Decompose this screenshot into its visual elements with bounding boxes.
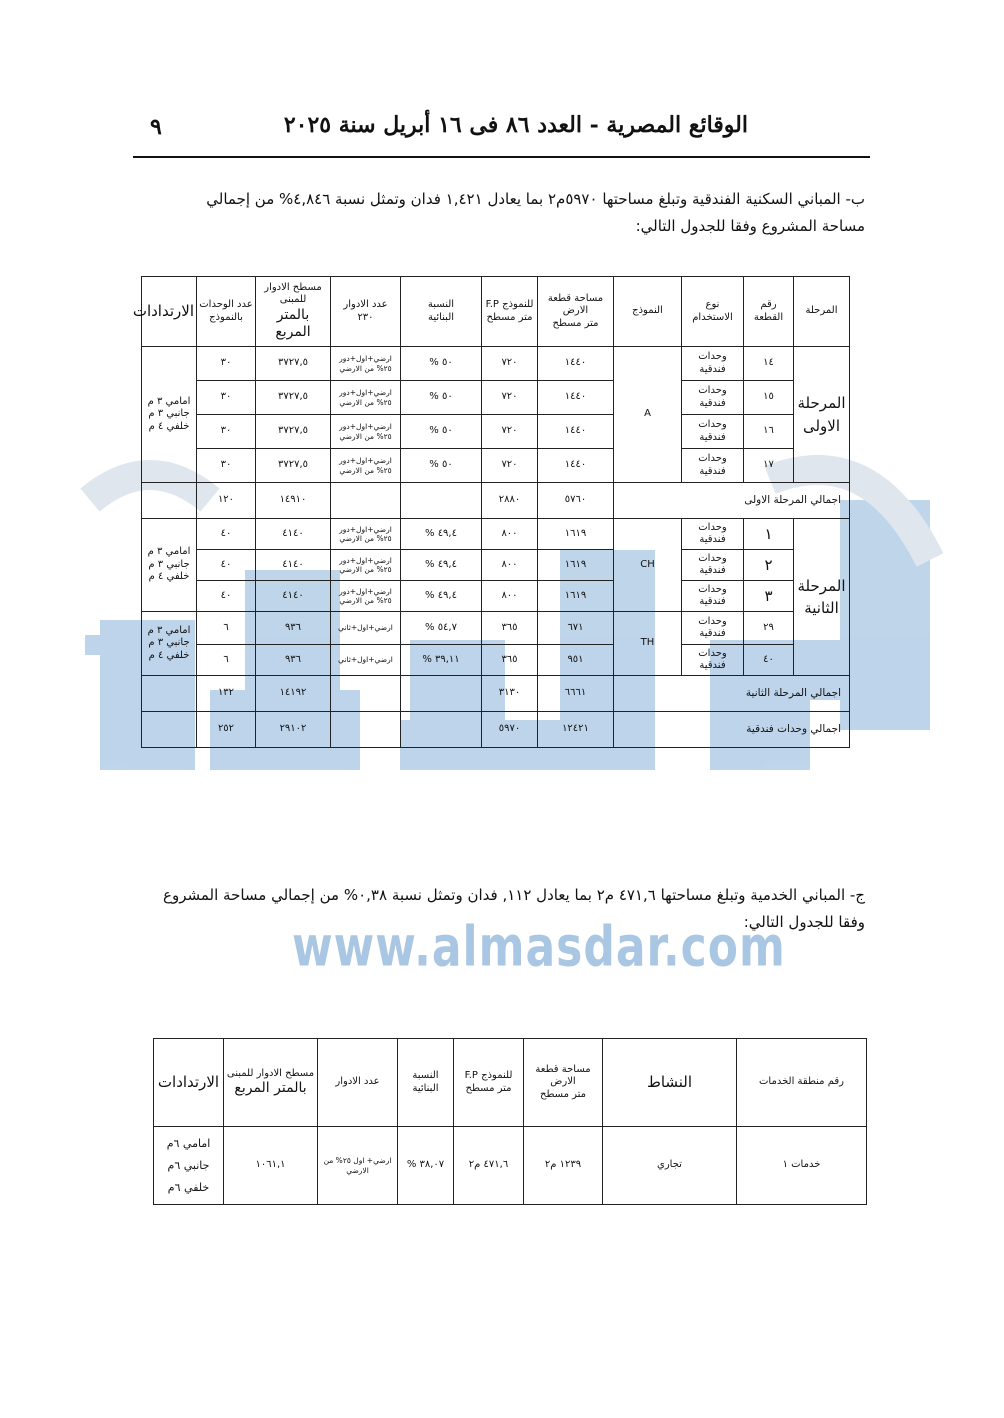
coverage-cell: ٥٠ % bbox=[401, 381, 482, 415]
plot-cell: ١٧ bbox=[744, 449, 794, 483]
units-cell: ٤٠ bbox=[197, 581, 256, 612]
total-p1-land: ٥٧٦٠ bbox=[538, 483, 614, 519]
units-cell: ٣٠ bbox=[197, 415, 256, 449]
empty-cell bbox=[142, 483, 197, 519]
phase-2-label: المرحلة الثانية bbox=[794, 519, 850, 676]
fp-cell: ٨٠٠ bbox=[482, 581, 538, 612]
total-all-built: ٢٩١٠٢ bbox=[256, 712, 331, 748]
phase-1-label: المرحلة الاولى bbox=[794, 347, 850, 483]
table-row bbox=[142, 645, 850, 676]
total-p1-built: ١٤٩١٠ bbox=[256, 483, 331, 519]
total-p2-land: ٦٦٦١ bbox=[538, 676, 614, 712]
header-coverage bbox=[401, 277, 482, 347]
t2-header-coverage-label: النسبة bbox=[412, 1070, 439, 1081]
total-all-units: ٢٥٢ bbox=[197, 712, 256, 748]
built-cell: ٤١٤٠ bbox=[256, 581, 331, 612]
plot-cell: ١ bbox=[744, 519, 794, 550]
header-floors-sub: ٢٣٠ bbox=[357, 311, 374, 323]
t2-header-activity: النشاط bbox=[603, 1039, 737, 1127]
plot-cell: ٣ bbox=[744, 581, 794, 612]
floors-cell: ارضي+اول+دور ٢٥% من الارضي bbox=[331, 381, 401, 415]
fp-cell: ٧٢٠ bbox=[482, 381, 538, 415]
header-floors-label: عدد الادوار bbox=[343, 299, 388, 310]
header-floors bbox=[331, 277, 401, 347]
units-cell: ٤٠ bbox=[197, 519, 256, 550]
t2-header-built-area-label: مسطح الادوار للمبنى bbox=[226, 1067, 315, 1079]
plot-cell: ٢٩ bbox=[744, 612, 794, 645]
header-land-area bbox=[538, 277, 614, 347]
usage-cell: وحدات فندقية bbox=[682, 381, 744, 415]
empty-cell bbox=[401, 676, 482, 712]
usage-cell: وحدات فندقية bbox=[682, 449, 744, 483]
coverage-cell: ٥٤,٧ % bbox=[401, 612, 482, 645]
land-cell: ١٦١٩ bbox=[538, 581, 614, 612]
coverage-cell: ٥٠ % bbox=[401, 347, 482, 381]
setbacks-cell-p2b: امامي ٣ م جانبي ٣ م خلفي ٤ م bbox=[142, 612, 197, 676]
header-model: النموذج bbox=[614, 277, 682, 347]
watermark-url: www.almasdar.com bbox=[292, 915, 786, 980]
usage-cell: وحدات فندقية bbox=[682, 581, 744, 612]
total-all-land: ١٢٤٢١ bbox=[538, 712, 614, 748]
land-cell: ٦٧١ bbox=[538, 612, 614, 645]
empty-cell bbox=[401, 712, 482, 748]
floors-cell: ارضي+اول+دور ٢٥% من الارضي bbox=[331, 550, 401, 581]
t2-header-coverage-sub: البنائية bbox=[412, 1082, 439, 1094]
header-coverage-sub: البنائية bbox=[427, 311, 455, 323]
t2-land-cell: ١٢٣٩ م٢ bbox=[524, 1127, 603, 1205]
floors-cell: ارضي+اول+ثاني bbox=[331, 612, 401, 645]
empty-cell bbox=[401, 483, 482, 519]
t2-activity-cell: تجاري bbox=[603, 1127, 737, 1205]
table-row bbox=[142, 581, 850, 612]
fp-cell: ٨٠٠ bbox=[482, 519, 538, 550]
table-row bbox=[142, 519, 850, 550]
t2-header-built-area bbox=[224, 1039, 318, 1127]
total-p2-fp: ٣١٣٠ bbox=[482, 676, 538, 712]
fp-cell: ٧٢٠ bbox=[482, 449, 538, 483]
table2-row bbox=[154, 1127, 867, 1205]
total-row-phase-2 bbox=[142, 676, 850, 712]
land-cell: ٩٥١ bbox=[538, 645, 614, 676]
t2-setbacks-cell: امامي ٦م جانبي ٦م خلفي ٦م bbox=[154, 1127, 224, 1205]
land-cell: ١٤٤٠ bbox=[538, 449, 614, 483]
header-built-area bbox=[256, 277, 331, 347]
t2-fp-cell: ٤٧١,٦ م٢ bbox=[454, 1127, 524, 1205]
paragraph-c: ج- المباني الخدمية وتبلغ مساحتها ٤٧١,٦ م٢ بما يعادل ١١٢, فدان وتمثل نسبة ٠,٣٨% من إجمالي مساحة المشروع وفقا للجدول التالي: bbox=[163, 886, 865, 931]
page-number: ٩ bbox=[150, 114, 162, 140]
total-p2-label: اجمالي المرحلة الثانية bbox=[614, 676, 850, 712]
empty-cell bbox=[331, 483, 401, 519]
header-setbacks: الارتدادات bbox=[142, 277, 197, 347]
total-all-fp: ٥٩٧٠ bbox=[482, 712, 538, 748]
t2-header-setbacks: الارتدادات bbox=[154, 1039, 224, 1127]
hotel-units-table bbox=[132, 276, 850, 748]
header-units bbox=[197, 277, 256, 347]
fp-cell: ٨٠٠ bbox=[482, 550, 538, 581]
built-cell: ٣٧٢٧,٥ bbox=[256, 381, 331, 415]
usage-cell: وحدات فندقية bbox=[682, 415, 744, 449]
units-cell: ٦ bbox=[197, 612, 256, 645]
t2-floors-cell: ارضي+ اول ٢٥% من الارضي bbox=[318, 1127, 398, 1205]
usage-cell: وحدات فندقية bbox=[682, 550, 744, 581]
t2-header-model-fp bbox=[454, 1039, 524, 1127]
header-plot-no: رقم القطعة bbox=[744, 277, 794, 347]
land-cell: ١٤٤٠ bbox=[538, 381, 614, 415]
t2-header-model-fp-unit: متر مسطح bbox=[465, 1082, 512, 1094]
header-built-area-unit: بالمتر المربع bbox=[275, 306, 311, 340]
header-built-area-label: مسطح الادوار للمبنى bbox=[264, 281, 322, 305]
units-cell: ٣٠ bbox=[197, 347, 256, 381]
coverage-cell: ٥٠ % bbox=[401, 449, 482, 483]
header-units-label: عدد الوحدات bbox=[199, 299, 253, 310]
total-p2-units: ١٣٢ bbox=[197, 676, 256, 712]
t2-header-land-area bbox=[524, 1039, 603, 1127]
table2-header-row bbox=[154, 1039, 867, 1127]
t2-built-cell: ١٠٦١,١ bbox=[224, 1127, 318, 1205]
usage-cell: وحدات فندقية bbox=[682, 612, 744, 645]
table-row bbox=[142, 612, 850, 645]
table-row bbox=[142, 347, 850, 381]
header-coverage-label: النسبة bbox=[427, 299, 455, 310]
fp-cell: ٧٢٠ bbox=[482, 347, 538, 381]
total-p1-label: اجمالي المرحلة الاولى bbox=[614, 483, 850, 519]
t2-header-model-fp-label: للنموذج F.P bbox=[464, 1070, 513, 1081]
empty-cell bbox=[142, 712, 197, 748]
total-p1-units: ١٢٠ bbox=[197, 483, 256, 519]
model-th-cell: TH bbox=[614, 612, 682, 676]
header-units-sub: بالنموذج bbox=[209, 311, 243, 323]
table-row bbox=[142, 449, 850, 483]
total-p1-fp: ٢٨٨٠ bbox=[482, 483, 538, 519]
coverage-cell: ٤٩,٤ % bbox=[401, 550, 482, 581]
header-usage: نوع الاستخدام bbox=[682, 277, 744, 347]
table-header-row bbox=[142, 277, 850, 347]
coverage-cell: ٤٩,٤ % bbox=[401, 519, 482, 550]
built-cell: ٩٣٦ bbox=[256, 645, 331, 676]
header-model-fp bbox=[482, 277, 538, 347]
floors-cell: ارضي+اول+ثاني bbox=[331, 645, 401, 676]
paragraph-b: ب- المباني السكنية الفندقية وتبلغ مساحتها ٥٩٧٠م٢ بما يعادل ١,٤٢١ فدان وتمثل نسبة ٤,٨٤٦% من إجمالي مساحة المشروع وفقا للجدول التالي: bbox=[206, 190, 865, 235]
header-land-area-label: مساحة قطعة الارض bbox=[547, 292, 604, 317]
setbacks-cell-p2a: امامي ٣ م جانبي ٣ م خلفي ٤ م bbox=[142, 519, 197, 612]
built-cell: ٤١٤٠ bbox=[256, 519, 331, 550]
empty-cell bbox=[331, 676, 401, 712]
page-header-title: الوقائع المصرية - العدد ٨٦ فى ١٦ أبريل سنة ٢٠٢٥ bbox=[283, 112, 748, 138]
total-all-label: اجمالي وحدات فندقية bbox=[614, 712, 850, 748]
empty-cell bbox=[331, 712, 401, 748]
units-cell: ٤٠ bbox=[197, 550, 256, 581]
total-p2-built: ١٤١٩٢ bbox=[256, 676, 331, 712]
t2-header-plot: رقم منطقة الخدمات bbox=[737, 1039, 867, 1127]
land-cell: ١٦١٩ bbox=[538, 550, 614, 581]
land-cell: ١٤٤٠ bbox=[538, 347, 614, 381]
fp-cell: ٧٢٠ bbox=[482, 415, 538, 449]
services-table bbox=[153, 1038, 867, 1205]
t2-header-coverage bbox=[398, 1039, 454, 1127]
grand-total-row bbox=[142, 712, 850, 748]
t2-plot-cell: خدمات ١ bbox=[737, 1127, 867, 1205]
fp-cell: ٣٦٥ bbox=[482, 645, 538, 676]
t2-header-land-area-unit: متر مسطح bbox=[539, 1088, 586, 1100]
plot-cell: ١٦ bbox=[744, 415, 794, 449]
total-row-phase-1 bbox=[142, 483, 850, 519]
floors-cell: ارضي+اول+دور ٢٥% من الارضي bbox=[331, 415, 401, 449]
header-land-area-unit: متر مسطح bbox=[552, 317, 599, 329]
built-cell: ٤١٤٠ bbox=[256, 550, 331, 581]
t2-header-land-area-label: مساحة قطعة الارض bbox=[535, 1063, 591, 1088]
t2-coverage-cell: ٣٨,٠٧ % bbox=[398, 1127, 454, 1205]
usage-cell: وحدات فندقية bbox=[682, 519, 744, 550]
empty-cell bbox=[142, 676, 197, 712]
built-cell: ٩٣٦ bbox=[256, 612, 331, 645]
usage-cell: وحدات فندقية bbox=[682, 645, 744, 676]
t2-header-built-area-unit: بالمتر المربع bbox=[234, 1080, 307, 1096]
table-row bbox=[142, 415, 850, 449]
units-cell: ٦ bbox=[197, 645, 256, 676]
floors-cell: ارضي+اول+دور ٢٥% من الارضي bbox=[331, 519, 401, 550]
units-cell: ٣٠ bbox=[197, 449, 256, 483]
land-cell: ١٤٤٠ bbox=[538, 415, 614, 449]
coverage-cell: ٣٩,١١ % bbox=[401, 645, 482, 676]
model-ch-cell: CH bbox=[614, 519, 682, 612]
floors-cell: ارضي+اول+دور ٢٥% من الارضي bbox=[331, 449, 401, 483]
plot-cell: ٤٠ bbox=[744, 645, 794, 676]
table-row bbox=[142, 550, 850, 581]
plot-cell: ٢ bbox=[744, 550, 794, 581]
model-a-cell: A bbox=[614, 347, 682, 483]
built-cell: ٣٧٢٧,٥ bbox=[256, 347, 331, 381]
coverage-cell: ٥٠ % bbox=[401, 415, 482, 449]
built-cell: ٣٧٢٧,٥ bbox=[256, 415, 331, 449]
built-cell: ٣٧٢٧,٥ bbox=[256, 449, 331, 483]
header-model-fp-unit: متر مسطح bbox=[486, 311, 533, 323]
usage-cell: وحدات فندقية bbox=[682, 347, 744, 381]
t2-header-floors: عدد الادوار bbox=[318, 1039, 398, 1127]
table-row bbox=[142, 381, 850, 415]
header-model-fp-label: للنموذج F.P bbox=[485, 299, 534, 310]
units-cell: ٣٠ bbox=[197, 381, 256, 415]
header-phase: المرحلة bbox=[794, 277, 850, 347]
header-rule bbox=[133, 156, 870, 158]
fp-cell: ٣٦٥ bbox=[482, 612, 538, 645]
plot-cell: ١٥ bbox=[744, 381, 794, 415]
floors-cell: ارضي+اول+دور ٢٥% من الارضي bbox=[331, 581, 401, 612]
land-cell: ١٦١٩ bbox=[538, 519, 614, 550]
plot-cell: ١٤ bbox=[744, 347, 794, 381]
floors-cell: ارضي+اول+دور ٢٥% من الارضي bbox=[331, 347, 401, 381]
setbacks-cell-p1: امامي ٣ م جانبي ٣ م خلفي ٤ م bbox=[142, 347, 197, 483]
coverage-cell: ٤٩,٤ % bbox=[401, 581, 482, 612]
